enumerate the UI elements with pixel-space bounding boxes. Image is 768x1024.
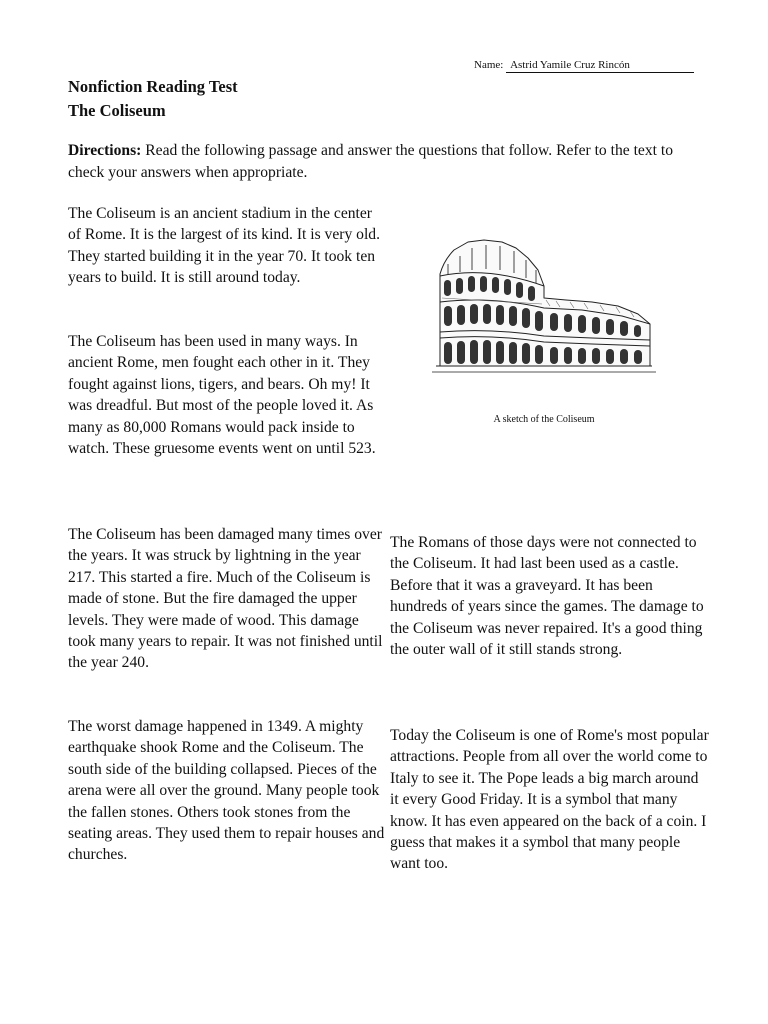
- passage-paragraph-4: The worst damage happened in 1349. A mighty earthquake shook Rome and the Coliseum. The south side of the building collapsed. Pieces of the arena were all over the ground. Many people took the fallen stones. Others took stones from the seating areas. They used them to repair houses and churches.: [68, 718, 385, 864]
- directions-label: Directions:: [68, 142, 142, 159]
- passage-title: The Coliseum: [68, 101, 166, 120]
- directions: [68, 140, 708, 184]
- passage-paragraph-6: Today the Coliseum is one of Rome's most popular attractions. People from all over the world come to Italy to see it. The Pope leads a big march around it every Good Friday. It is a symbol that many know. It has even appeared on the back of a coin. I guess that makes it a symbol that many people want too.: [390, 727, 709, 873]
- directions-text: Read the following passage and answer the questions that follow. Refer to the text to check your answers when appropriate.: [68, 142, 673, 181]
- passage-paragraph-5: The Romans of those days were not connected to the Coliseum. It had last been used as a castle. Before that it was a graveyard. It has been hundreds of years since the games. The damage to the Coliseum was never repaired. It's a good thing the outer wall of it still stands strong.: [390, 534, 704, 659]
- passage-paragraph-3: The Coliseum has been damaged many times over the years. It was struck by lightning in the year 217. This started a fire. Much of the Coliseum is made of stone. But the fire damaged the upper levels. They were made of wood. This damage took many years to repair. It was not finished until the year 240.: [68, 526, 383, 672]
- test-title: Nonfiction Reading Test: [68, 77, 238, 96]
- passage-paragraph-1: The Coliseum is an ancient stadium in the center of Rome. It is the largest of its kind. It is very old. They started building it in the year 70. It took ten years to build. It is still around today.: [68, 205, 380, 287]
- name-label: Name:: [474, 59, 504, 71]
- name-value[interactable]: Astrid Yamile Cruz Rincón: [506, 58, 694, 73]
- coliseum-sketch-icon: [432, 236, 656, 378]
- passage-paragraph-2: The Coliseum has been used in many ways. In ancient Rome, men fought each other in it. They fought against lions, tigers, and bears. Oh my! It was dreadful. But most of the people loved it. As many as 80,000 Romans would pack inside to watch. These gruesome events went on until 523.: [68, 333, 376, 458]
- student-name-line: [474, 58, 694, 73]
- figure-caption: A sketch of the Coliseum: [493, 414, 595, 425]
